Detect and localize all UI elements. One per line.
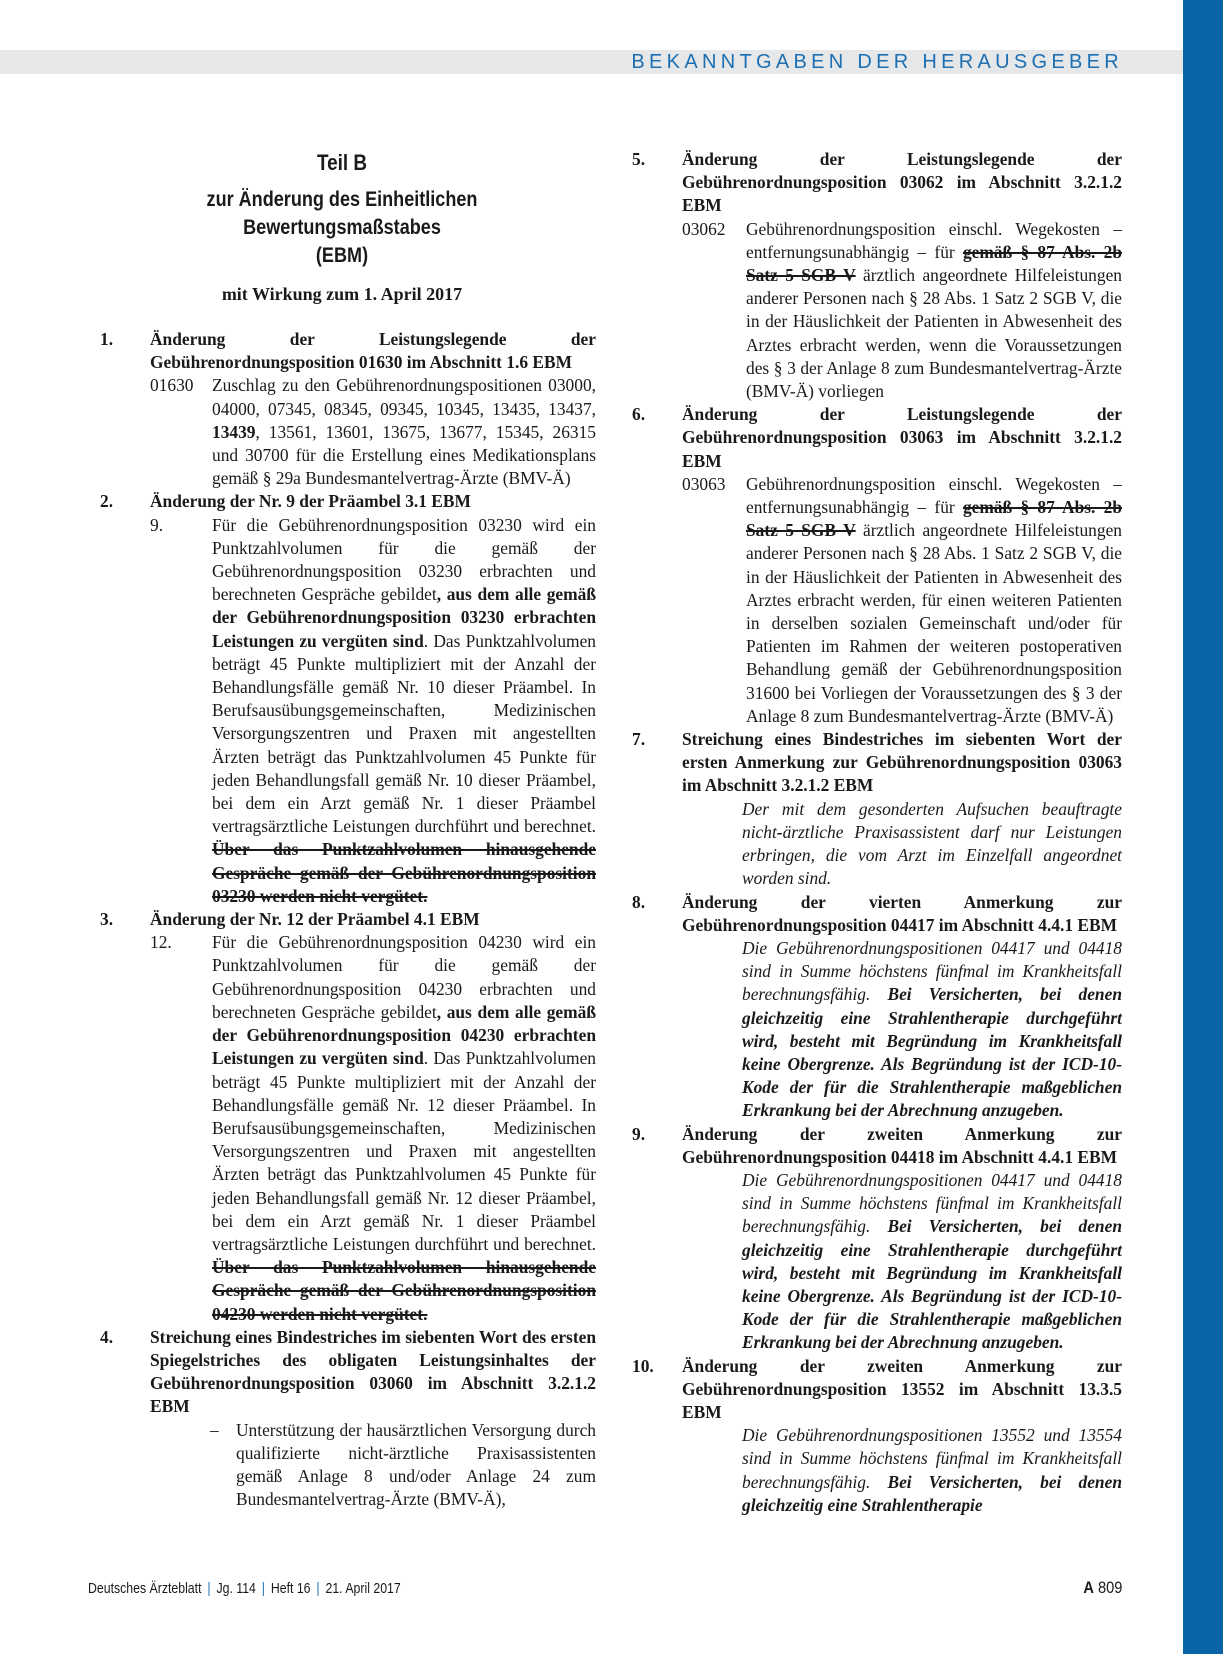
- item-2: [88, 490, 596, 908]
- item-text: Für die Gebührenordnungsposition 04230 wird ein Punktzahlvolumen für die gemäß der Gebührenordnungsposition 04230 erbrachten und berechneten Gespräche gebildet, aus dem alle gemäß der Gebührenordnungsposition 04230 erbrachten Leistungen zu vergüten sind. Das Punktzahlvolumen beträgt 45 Punkte multipliziert mit der Anzahl der Behandlungsfälle gemäß Nr. 12 dieser Präambel. In Berufsausübungsgemeinschaften, Medizinischen Versorgungszentren und Praxen mit angestellten Ärzten beträgt das Punktzahlvolumen 45 Punkte für jeden Behandlungsfall gemäß Nr. 12 dieser Präambel, bei dem ein Arzt gemäß Nr. 1 dieser Präambel vertragsärztliche Leistungen durchführt und berechnet. Über das Punktzahlvolumen hinausgehende Gespräche gemäß der Gebührenordnungsposition 04230 werden nicht vergütet.: [212, 932, 596, 1324]
- item-code: 12.: [150, 932, 172, 953]
- dash-marker: –: [210, 1419, 219, 1440]
- struck-text: Über das Punktzahlvolumen hinausgehende Gespräche gemäß der Gebührenordnungsposition 04230 werden nicht vergütet.: [212, 1257, 596, 1324]
- item-number: 9.: [632, 1123, 646, 1144]
- page-prefix: A: [1082, 1578, 1094, 1597]
- effective-date: mit Wirkung zum 1. April 2017: [221, 284, 463, 304]
- item-number: 10.: [632, 1355, 654, 1376]
- header-band: [0, 50, 1183, 74]
- journal-name: Deutsches Ärzteblatt: [88, 1580, 202, 1597]
- item-number: 3.: [100, 909, 114, 930]
- item-number: 4.: [100, 1326, 114, 1347]
- item-body: [150, 514, 596, 908]
- item-number: 6.: [632, 404, 646, 425]
- issue: Heft 16: [270, 1580, 311, 1597]
- item-7: [620, 728, 1122, 890]
- footer-citation: [88, 1580, 401, 1597]
- subtitle-line-1: zur Änderung des Einheitlichen Bewertungsmaßstabes: [206, 188, 478, 239]
- issue-date: 21. April 2017: [325, 1580, 401, 1597]
- item-text: Für die Gebührenordnungsposition 03230 wird ein Punktzahlvolumen für die gemäß der Gebührenordnungsposition 03230 erbrachten und berechneten Gespräche gebildet, aus dem alle gemäß der Gebührenordnungsposition 03230 erbrachten Leistungen zu vergüten sind. Das Punktzahlvolumen beträgt 45 Punkte multipliziert mit der Anzahl der Behandlungsfälle gemäß Nr. 10 dieser Präambel. In Berufsausübungsgemeinschaften, Medizinischen Versorgungszentren und Praxen mit angestellten Ärzten beträgt das Punktzahlvolumen 45 Punkte für jeden Behandlungsfall gemäß Nr. 10 dieser Präambel, bei dem ein Arzt gemäß Nr. 1 dieser Präambel vertragsärztliche Leistungen durchführt und berechnet. Über das Punktzahlvolumen hinausgehende Gespräche gemäß der Gebührenordnungsposition 03230 werden nicht vergütet.: [212, 514, 596, 906]
- item-body: [150, 1419, 596, 1512]
- item-body: [150, 931, 596, 1325]
- subtitle-line-2: (EBM): [315, 244, 369, 267]
- struck-text: Über das Punktzahlvolumen hinausgehende Gespräche gemäß der Gebührenordnungsposition 03230 werden nicht vergütet.: [212, 839, 596, 906]
- item-5: [620, 148, 1122, 403]
- item-body: [682, 473, 1122, 728]
- item-number: 8.: [632, 891, 646, 912]
- item-heading: Änderung der Leistungslegende der Gebührenordnungsposition 03063 im Abschnitt 3.2.1.2 EBM: [682, 404, 1122, 471]
- item-4: [88, 1326, 596, 1512]
- item-number: 7.: [632, 729, 646, 750]
- item-heading: Änderung der vierten Anmerkung zur Gebührenordnungsposition 04417 im Abschnitt 4.4.1 EBM: [682, 891, 1122, 935]
- item-text: Die Gebührenordnungspositionen 04417 und 04418 sind in Summe höchstens fünfmal im Krankheitsfall berechnungsfähig. Bei Versicherten, bei denen gleichzeitig eine Strahlentherapie durchgeführt wird, besteht mit Begründung im Krankheitsfall keine Obergrenze. Als Begründung ist der ICD-10-Kode der für die Strahlentherapie maßgeblichen Erkrankung bei der Abrechnung anzugeben.: [742, 1169, 1122, 1353]
- item-code: 9.: [150, 514, 164, 535]
- item-code: 03062: [682, 218, 726, 239]
- item-1: [88, 328, 596, 490]
- item-heading: Streichung eines Bindestriches im siebenten Wort der ersten Anmerkung zur Gebührenordnungsposition 03063 im Abschnitt 3.2.1.2 EBM: [682, 729, 1122, 796]
- item-6: [620, 403, 1122, 728]
- page-number: [1083, 1578, 1122, 1598]
- volume: Jg. 114: [216, 1580, 256, 1597]
- part-title: Teil B: [316, 150, 368, 175]
- left-column: [88, 148, 596, 1511]
- item-text: Unterstützung der hausärztlichen Versorgung durch qualifizierte nicht-ärztliche Praxisassistenten gemäß Anlage 8 und/oder Anlage 24 zum Bundesmantelvertrag-Ärzte (BMV-Ä),: [236, 1419, 596, 1510]
- item-heading: Änderung der zweiten Anmerkung zur Gebührenordnungsposition 04418 im Abschnitt 4.4.1 EBM: [682, 1123, 1122, 1167]
- struck-text: gemäß § 87 Abs. 2b Satz 5 SGB V: [746, 241, 1123, 286]
- item-code: 03063: [682, 473, 726, 494]
- separator: |: [316, 1580, 320, 1597]
- right-column: [620, 148, 1122, 1517]
- item-code: 01630: [150, 375, 194, 396]
- item-heading: Streichung eines Bindestriches im siebenten Wort des ersten Spiegelstriches des obligaten Leistungsinhaltes der Gebührenordnungsposition 03060 im Abschnitt 3.2.1.2 EBM: [150, 1326, 596, 1417]
- item-text: Die Gebührenordnungspositionen 04417 und 04418 sind in Summe höchstens fünfmal im Krankheitsfall berechnungsfähig. Bei Versicherten, bei denen gleichzeitig eine Strahlentherapie durchgeführt wird, besteht mit Begründung im Krankheitsfall keine Obergrenze. Als Begründung ist der ICD-10-Kode der für die Strahlentherapie maßgeblichen Erkrankung bei der Abrechnung anzugeben.: [742, 937, 1122, 1121]
- item-9: [620, 1123, 1122, 1355]
- separator: |: [261, 1580, 265, 1597]
- separator: |: [207, 1580, 211, 1597]
- item-body: [682, 218, 1122, 404]
- item-text: Gebührenordnungsposition einschl. Wegekosten – entfernungsunabhängig – für gemäß § 87 Abs. 2b Satz 5 SGB V ärztlich angeordnete Hilfeleistungen anderer Personen nach § 28 Abs. 1 Satz 2 SGB V, die in der Häuslichkeit der Patienten in Abwesenheit des Arztes erbracht werden, wenn die Voraussetzungen des § 3 der Anlage 8 zum Bundesmantelvertrag-Ärzte (BMV-Ä) vorliegen: [746, 218, 1123, 402]
- right-color-bar: [1183, 0, 1223, 1654]
- item-3: [88, 908, 596, 1326]
- item-body: [150, 374, 596, 490]
- section-title: BEKANNTGABEN DER HERAUSGEBER: [631, 51, 1123, 73]
- item-heading: Änderung der Leistungslegende der Gebührenordnungsposition 03062 im Abschnitt 3.2.1.2 EBM: [682, 149, 1122, 216]
- item-number: 1.: [100, 329, 114, 349]
- item-number: 2.: [100, 491, 114, 512]
- item-heading: Änderung der Nr. 9 der Präambel 3.1 EBM: [150, 491, 471, 512]
- item-10: [620, 1355, 1122, 1517]
- item-text: Der mit dem gesonderten Aufsuchen beauftragte nicht-ärztliche Praxisassistent darf nur Leistungen erbringen, die vom Arzt im Einzelfall angeordnet worden sind.: [742, 798, 1122, 889]
- item-text: Zuschlag zu den Gebührenordnungspositionen 03000, 04000, 07345, 08345, 09345, 10345, 13435, 13437, 13439, 13561, 13601, 13675, 13677, 15345, 26315 und 30700 für die Erstellung eines Medikationsplans gemäß § 29a Bundesmantelvertrag-Ärzte (BMV-Ä): [212, 375, 596, 489]
- item-text: Gebührenordnungsposition einschl. Wegekosten – entfernungsunabhängig – für gemäß § 87 Abs. 2b Satz 5 SGB V ärztlich angeordnete Hilfeleistungen anderer Personen nach § 28 Abs. 1 Satz 2 SGB V, die in der Häuslichkeit der Patienten in Abwesenheit des Arztes erbracht werden, für einen weiteren Patienten in derselben sozialen Gemeinschaft und/oder für Patienten im Rahmen der weiteren postoperativen Behandlung gemäß der Gebührenordnungsposition 31600 bei Vorliegen der Voraussetzungen des § 3 der Anlage 8 zum Bundesmantelvertrag-Ärzte (BMV-Ä): [746, 473, 1123, 726]
- page-number-value: 809: [1097, 1578, 1122, 1597]
- item-8: [620, 891, 1122, 1123]
- item-heading: Änderung der Nr. 12 der Präambel 4.1 EBM: [150, 909, 480, 930]
- struck-text: gemäß § 87 Abs. 2b Satz 5 SGB V: [746, 497, 1123, 541]
- item-heading: Änderung der Leistungslegende der Gebührenordnungsposition 01630 im Abschnitt 1.6 EBM: [150, 329, 596, 373]
- item-heading: Änderung der zweiten Anmerkung zur Gebührenordnungsposition 13552 im Abschnitt 13.3.5 EBM: [682, 1355, 1122, 1422]
- item-number: 5.: [632, 149, 646, 169]
- item-text: Die Gebührenordnungspositionen 13552 und 13554 sind in Summe höchstens fünfmal im Krankheitsfall berechnungsfähig. Bei Versicherten, bei denen gleichzeitig eine Strahlentherapie: [742, 1425, 1122, 1515]
- page-footer: [88, 1578, 1122, 1602]
